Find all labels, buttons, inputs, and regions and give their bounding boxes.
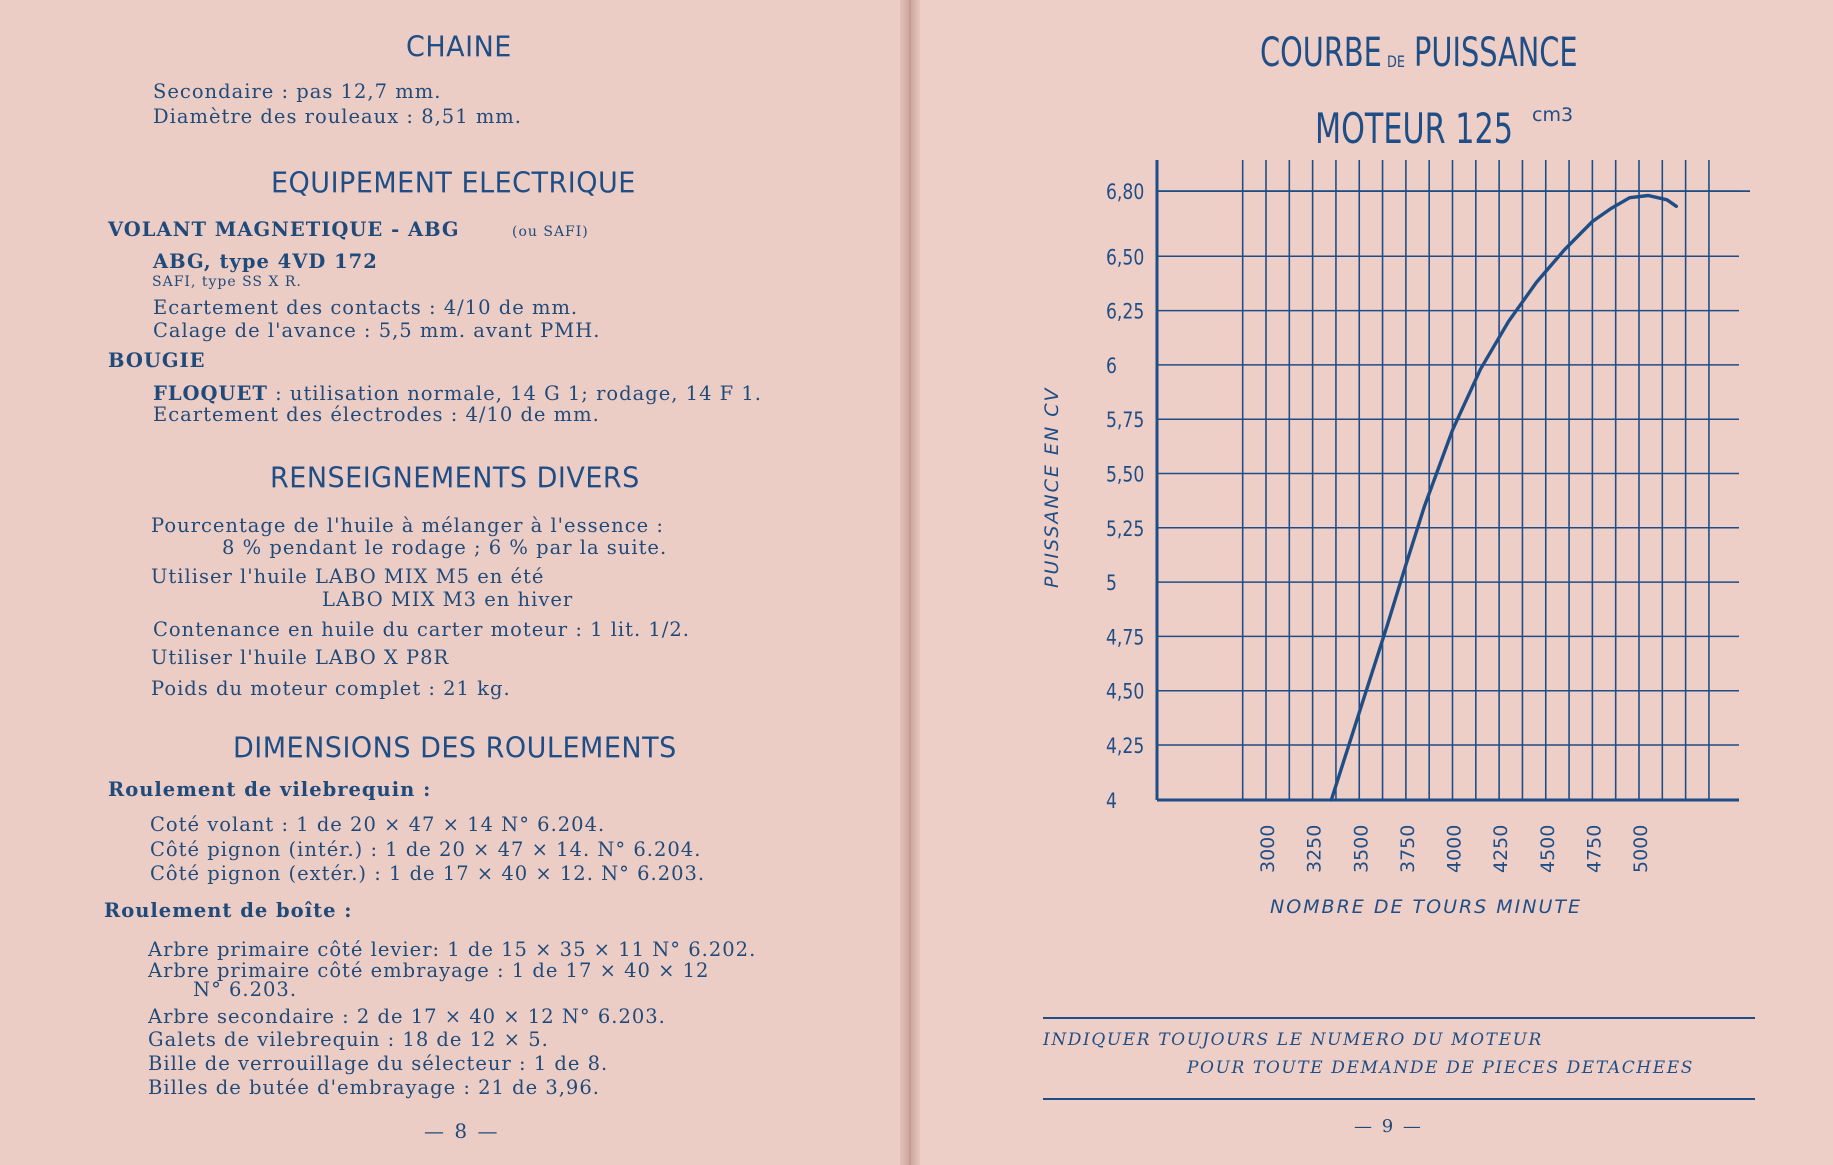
renseignements-heading: RENSEIGNEMENTS DIVERS [270,462,640,495]
x-tick-label: 4750 [1583,824,1606,873]
roulements-heading: DIMENSIONS DES ROULEMENTS [233,732,677,765]
footer-rule-bottom [1043,1098,1755,1100]
y-tick-label: 4,50 [1106,679,1145,705]
y-tick-label: 6 [1106,353,1117,379]
y-tick-label: 6,50 [1106,244,1145,270]
boite-line-1: Arbre primaire côté levier: 1 de 15 × 35 × 11 N° 6.202. [148,938,757,961]
avance-line: Calage de l'avance : 5,5 mm. avant PMH. [153,319,601,342]
safi-type: SAFI, type SS X R. [152,274,302,290]
x-tick-label: 3000 [1257,824,1279,873]
equipement-heading: EQUIPEMENT ELECTRIQUE [271,167,636,200]
x-tick-label: 4500 [1536,824,1559,873]
x-tick-label: 4000 [1443,824,1466,873]
y-tick-label: 4,25 [1106,733,1145,759]
vilebrequin-line-3: Côté pignon (extér.) : 1 de 17 × 40 × 12. N° 6.203. [150,862,706,885]
y-tick-label: 5 [1106,570,1117,596]
electrodes-line: Ecartement des électrodes : 4/10 de mm. [153,403,600,426]
y-tick-label: 6,80 [1106,179,1145,205]
chaine-heading: CHAINE [406,31,512,64]
title-courbe: COURBE [1260,30,1382,76]
bougie-title: BOUGIE [108,349,206,372]
chaine-line-2: Diamètre des rouleaux : 8,51 mm. [153,105,522,128]
y-tick-label: 5,50 [1106,461,1145,487]
y-axis-label: PUISSANCE EN CV [1041,386,1063,588]
x-axis-label: NOMBRE DE TOURS MINUTE [1270,896,1583,918]
title-puissance: PUISSANCE [1414,30,1578,76]
y-tick-label: 6,25 [1106,298,1145,325]
boite-line-7: Billes de butée d'embrayage : 21 de 3,96. [148,1076,600,1099]
vilebrequin-title: Roulement de vilebrequin : [108,778,432,801]
vilebrequin-line-2: Côté pignon (intér.) : 1 de 20 × 47 × 14. N° 6.204. [150,838,702,861]
renseignements-line-1: Pourcentage de l'huile à mélanger à l'essence : [151,514,664,537]
abg-type: ABG, type 4VD 172 [153,250,378,273]
renseignements-line-7: Poids du moteur complet : 21 kg. [151,677,511,700]
x-tick-label: 3500 [1350,824,1373,873]
x-tick-label: 4250 [1490,824,1513,873]
y-tick-label: 5,25 [1106,516,1145,542]
contacts-line: Ecartement des contacts : 4/10 de mm. [153,296,579,319]
boite-title: Roulement de boîte : [104,899,353,922]
boite-line-5: Galets de vilebrequin : 18 de 12 × 5. [148,1028,549,1051]
renseignements-line-2: 8 % pendant le rodage ; 6 % par la suite. [222,536,668,559]
title-de: DE [1387,52,1405,71]
vilebrequin-line-1: Coté volant : 1 de 20 × 47 × 14 N° 6.204. [150,813,606,836]
volant-title: VOLANT MAGNETIQUE - ABG [108,218,460,241]
boite-line-3: N° 6.203. [193,978,298,1001]
y-tick-label: 4 [1106,788,1117,814]
renseignements-line-6: Utiliser l'huile LABO X P8R [151,646,450,669]
renseignements-line-3: Utiliser l'huile LABO MIX M5 en été [151,565,545,588]
footer-rule-top [1043,1017,1755,1019]
y-tick-label: 4,75 [1106,624,1145,650]
boite-line-4: Arbre secondaire : 2 de 17 × 40 × 12 N° 6.203. [148,1005,666,1028]
floquet-rest: : utilisation normale, 14 G 1; rodage, 14 F 1. [267,382,763,405]
x-tick-label: 3250 [1303,824,1326,873]
footer-line-2: POUR TOUTE DEMANDE DE PIECES DETACHEES [1187,1058,1694,1078]
x-tick-label: 3750 [1396,824,1419,873]
renseignements-line-4: LABO MIX M3 en hiver [322,588,574,611]
chaine-line-1: Secondaire : pas 12,7 mm. [153,80,442,103]
volant-note: (ou SAFI) [512,224,589,240]
title-unit: cm3 [1532,104,1574,126]
floquet-bold: FLOQUET [153,382,268,405]
page-number-left: — 8 — [424,1119,500,1143]
title-moteur: MOTEUR 125 [1315,104,1513,153]
page-number-right: — 9 — [1354,1116,1423,1137]
boite-line-2: Arbre primaire côté embrayage : 1 de 17 × 40 × 12 [148,959,710,982]
y-tick-label: 5,75 [1106,407,1145,433]
renseignements-line-5: Contenance en huile du carter moteur : 1 lit. 1/2. [153,618,690,641]
boite-line-6: Bille de verrouillage du sélecteur : 1 de 8. [148,1052,609,1075]
x-tick-label: 5000 [1630,824,1652,873]
footer-line-1: INDIQUER TOUJOURS LE NUMERO DU MOTEUR [1043,1030,1543,1050]
